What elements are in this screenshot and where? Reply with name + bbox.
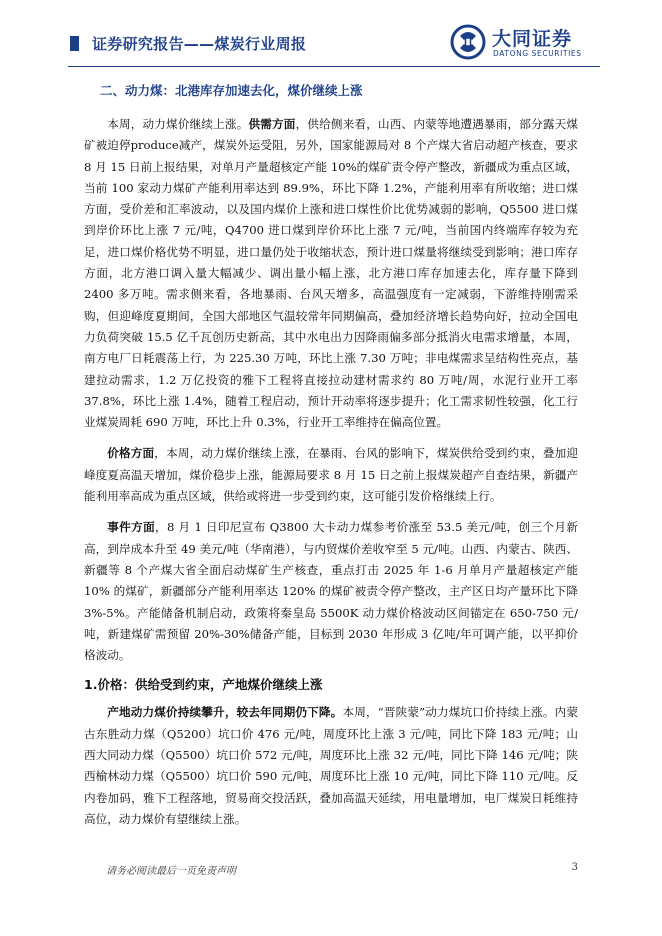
paragraph-events (84, 517, 578, 666)
header-marker (70, 36, 79, 51)
report-title: 证券研究报告——煤炭行业周报 (92, 35, 307, 53)
disclaimer-note: 请务必阅读最后一页免责声明 (106, 866, 236, 877)
company-logo (450, 22, 600, 62)
paragraph-mine-price (84, 702, 578, 830)
paragraph-lead: 本周，动力煤价继续上涨。 (107, 117, 249, 131)
page-header (68, 22, 600, 67)
events-label: 事件方面 (107, 520, 156, 535)
logo-chinese-name: 大同证券 (492, 28, 573, 50)
events-text: ，8 月 1 日印尼宣布 Q3800 大卡动力煤参考价涨至 53.5 美元/吨，创三个月新高，到岸成本升至 49 美元/吨（华南港），与内贸煤价差收窄至 5 元/吨。山西、内蒙古、陕西、新疆等 8 个产煤大省全面启动煤矿生产核查，重点打击 2025 年 1-6 月单月产量超核定产能 10% 的煤矿，新疆部分产能利用率达 120% 的煤矿被责令停产整改，主产区日均产量环比下降 3%-5%。产能储备机制启动，政策将秦皇岛 5500K 动力煤价格波动区间锚定在 650-750 元/吨，新建煤矿需预留 20%-30%储备产能，目标到 2030 年形成 3 亿吨/年可调产能，以平抑价格波动。 (84, 520, 578, 663)
logo-english-name: DATONG SECURITIES (493, 49, 582, 58)
logo-mark-icon (450, 24, 486, 60)
price-label: 价格方面 (107, 446, 155, 461)
page-number: 3 (571, 862, 578, 873)
supply-demand-text: ，供给侧来看，山西、内蒙等地遭遇暴雨，部分露天煤矿被迫停produce减产，煤炭外运受阻，另外，国家能源局对 8 个产煤大省启动超产核查，要求 8 月 15 日前上报结果，对单月产量超核定产能 10%的煤矿责令停产整改，新疆成为重点区域，当前 100 家动力煤矿产能利用率达到 89.9%，环比下降 1.2%，产能利用率有所收缩；进口煤方面，受价差和汇率波动，以及国内煤价上涨和进口煤性价比优势减弱的影响，Q5500 进口煤到岸价环比上涨 7 元/吨，Q4700 进口煤到岸价环比上涨 7 元/吨，当前国内终端库存较为充足，进口煤价格优势不明显，进口量仍处于收缩状态，预计进口煤量将继续受到影响；港口库存方面，北方港口调入量大幅减少、调出量小幅上涨，北方港口库存加速去化，库存量下降到 2400 多万吨。需求侧来看，各地暴雨、台风天增多，高温强度有一定减弱，下游维持刚需采购，但迎峰度夏期间，全国大部地区气温较常年同期偏高，叠加经济增长趋势向好，拉动全国电力负荷突破 15.5 亿千瓦创历史新高，其中水电出力因降雨偏多部分抵消火电需求增量，本周，南方电厂日耗震荡上行，为 225.30 万吨，环比上涨 7.30 万吨；非电煤需求呈结构性亮点，基建拉动需求，1.2 万亿投资的雅下工程将直接拉动建材需求约 80 万吨/周，水泥行业开工率 37.8%，环比上涨 1.4%，随着工程启动，预计开动率将逐步提升；化工需求韧性较强，化工行业煤炭周耗 690 万吨，环比上升 0.3%，行业开工率维持在偏高位置。 (84, 117, 578, 430)
section-heading: 二、动力煤：北港库存加速去化，煤价继续上涨 (100, 83, 363, 98)
mine-price-label: 产地动力煤价持续攀升，较去年同期仍下降。 (107, 705, 343, 720)
subsection-heading: 1.价格：供给受到约束，产地煤价继续上涨 (84, 677, 323, 693)
paragraph-supply-demand (84, 114, 578, 433)
mine-price-text: 本周，“晋陕蒙”动力煤坑口价持续上涨。内蒙古东胜动力煤（Q5200）坑口价 476 元/吨，周度环比上涨 3 元/吨，同比下降 183 元/吨；山西大同动力煤（Q5500）坑口价 572 元/吨，周度环比上涨 32 元/吨，同比下降 146 元/吨；陕西榆林动力煤（Q5500）坑口价 590 元/吨，周度环比上涨 10 元/吨，同比下降 110 元/吨。反内卷加码，雅下工程落地，贸易商交投活跃，叠加高温天延续，用电量增加，电厂煤炭日耗维持高位，动力煤价有望继续上涨。 (84, 705, 578, 826)
report-body (84, 82, 578, 840)
page-footer (84, 862, 578, 880)
paragraph-price (84, 443, 578, 507)
supply-demand-label: 供需方面 (248, 117, 296, 131)
price-text: ，本周，动力煤价继续上涨，在暴雨、台风的影响下，煤炭供给受到约束，叠加迎峰度夏高温天增加，煤价稳步上涨，能源局要求 8 月 15 日之前上报煤炭超产自查结果，新疆产能利用率高成为重点区域，供给或将进一步受到约束，这可能引发价格继续上行。 (84, 446, 578, 504)
